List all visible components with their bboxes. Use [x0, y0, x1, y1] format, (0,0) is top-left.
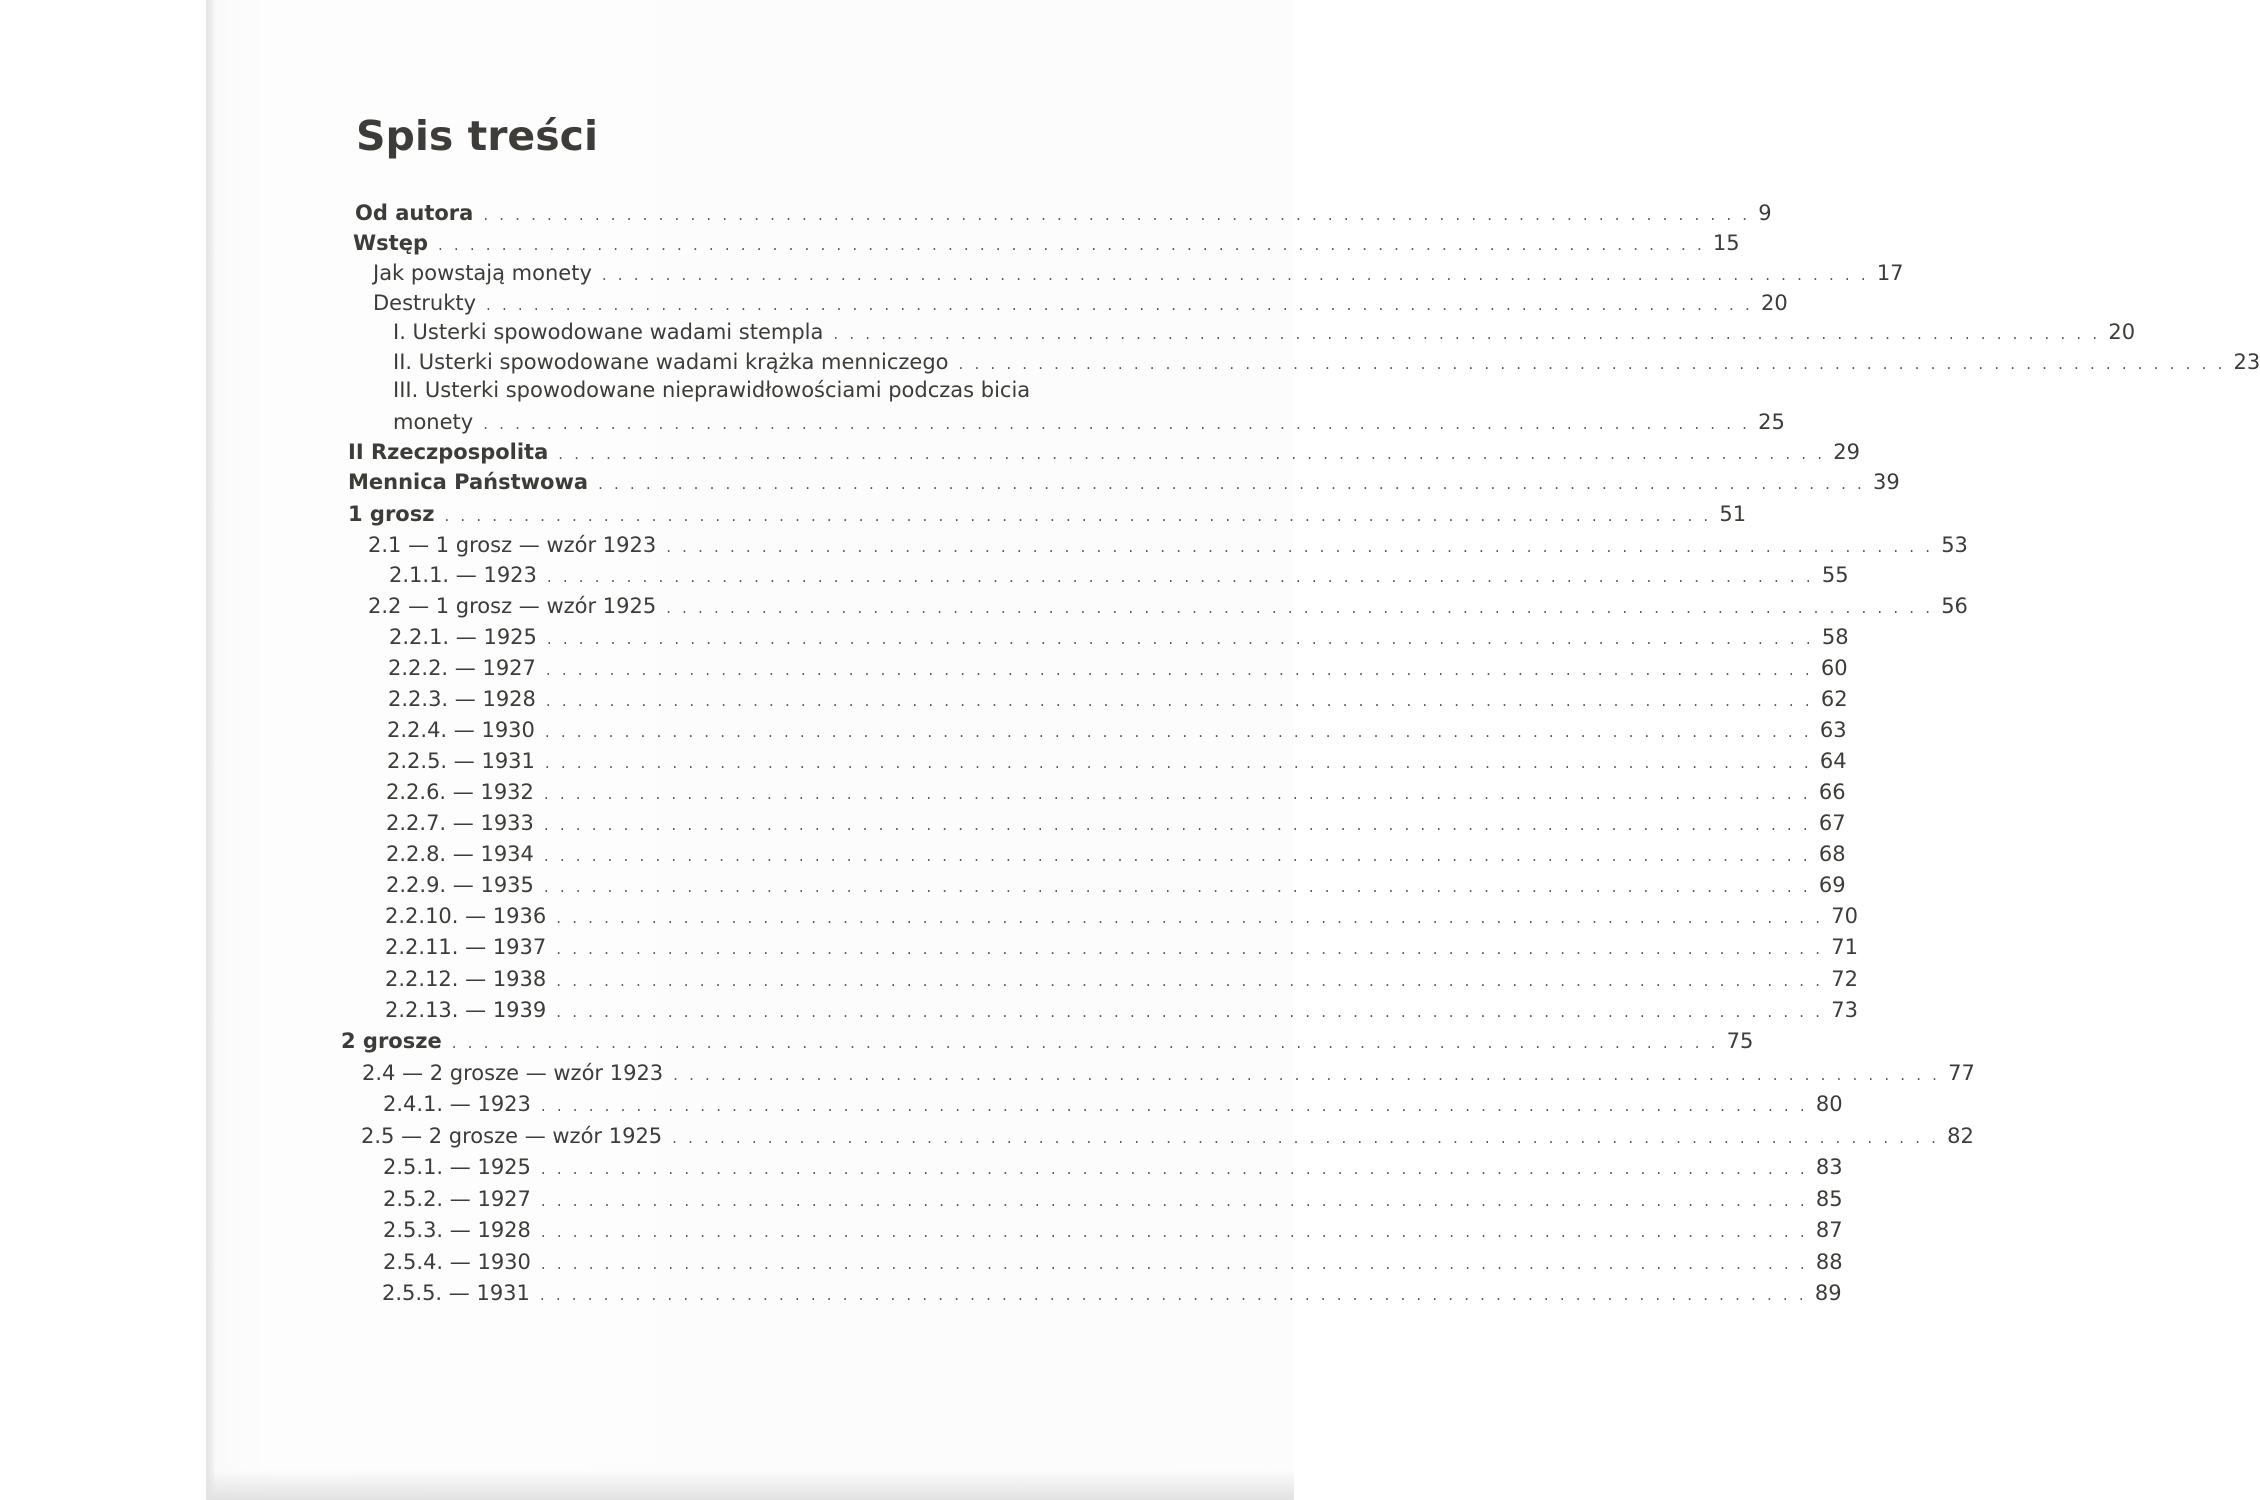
toc-entry: [355, 196, 1772, 226]
toc-entry-label: 2.1 — 1 grosz — wzór 1923: [368, 533, 657, 557]
toc-entry: [385, 993, 1858, 1023]
toc-page-number: 87: [1815, 1218, 1843, 1242]
toc-page-number: 71: [1831, 935, 1858, 959]
toc-page-number: 63: [1819, 718, 1847, 742]
dot-leader: . . . . . . . . . . . . . . . . . . . . . . . . . . . . . . . . . . . . . . . . . . . . . . . . . . . . . . . . . . . . . . . . . . . . . . . . . . . . . . . .: [540, 1192, 1808, 1210]
toc-entry: [348, 497, 1747, 527]
toc-page-number: 64: [1819, 749, 1847, 773]
toc-entry-label: 2 grosze: [341, 1029, 442, 1053]
toc-entry: [387, 744, 1847, 774]
toc-page-number: 69: [1818, 873, 1846, 897]
dot-leader: . . . . . . . . . . . . . . . . . . . . . . . . . . . . . . . . . . . . . . . . . . . . . . . . . . . . . . . . . . . . . . . . . . . . . . . . . . . . . . . .: [543, 785, 1811, 803]
toc-page-number: 53: [1941, 533, 1968, 557]
toc-entry-label: 2.5.5. — 1931: [382, 1281, 530, 1305]
toc-page-number: 9: [1758, 201, 1772, 225]
dot-leader: . . . . . . . . . . . . . . . . . . . . . . . . . . . . . . . . . . . . . . . . . . . . . . . . . . . . . . . . . . . . . . . . . . . . . . . . . . . . . . . .: [543, 847, 1811, 865]
dot-leader: . . . . . . . . . . . . . . . . . . . . . . . . . . . . . . . . . . . . . . . . . . . . . . . . . . . . . . . . . . . . . . . . . . . . . . . . . . . . . . . .: [437, 236, 1705, 254]
toc-page-number: 39: [1873, 470, 1900, 494]
toc-entry: [383, 1245, 1843, 1275]
toc-entry-label: 2.2.8. — 1934: [386, 842, 534, 866]
toc-entry-label: Jak powstają monety: [373, 261, 592, 285]
toc-page-number: 73: [1831, 998, 1858, 1022]
toc-entry: [348, 465, 1900, 495]
toc-entry-label: 1 grosz: [348, 502, 435, 526]
toc-entry-label: 2.2.1. — 1925: [389, 625, 537, 649]
dot-leader: . . . . . . . . . . . . . . . . . . . . . . . . . . . . . . . . . . . . . . . . . . . . . . . . . . . . . . . . . . . . . . . . . . . . . . . . . . . . . . . .: [543, 878, 1811, 896]
toc-entry: [386, 775, 1846, 805]
toc-page-number: 83: [1815, 1155, 1843, 1179]
dot-leader: . . . . . . . . . . . . . . . . . . . . . . . . . . . . . . . . . . . . . . . . . . . . . . . . . . . . . . . . . . . . . . . . . . . . . . . . . . . . . . . .: [539, 1286, 1807, 1304]
toc-page-number: 70: [1831, 904, 1858, 928]
toc-page-number: 15: [1712, 231, 1740, 255]
dot-leader: . . . . . . . . . . . . . . . . . . . . . . . . . . . . . . . . . . . . . . . . . . . . . . . . . . . . . . . . . . . . . . . . . . . . . . . . . . . . . . . .: [540, 1255, 1808, 1273]
dot-leader: . . . . . . . . . . . . . . . . . . . . . . . . . . . . . . . . . . . . . . . . . . . . . . . . . . . . . . . . . . . . . . . . . . . . . . . . . . . . . . . .: [545, 661, 1813, 679]
dot-leader: . . . . . . . . . . . . . . . . . . . . . . . . . . . . . . . . . . . . . . . . . . . . . . . . . . . . . . . . . . . . . . . . . . . . . . . . . . . . . . . .: [672, 1129, 1940, 1147]
toc-entry: [385, 899, 1858, 929]
toc-page-number: 66: [1818, 780, 1846, 804]
toc-page-number: 75: [1726, 1029, 1754, 1053]
dot-leader: . . . . . . . . . . . . . . . . . . . . . . . . . . . . . . . . . . . . . . . . . . . . . . . . . . . . . . . . . . . . . . . . . . . . . . . . . . . . . . . .: [673, 1066, 1941, 1084]
toc-page-number: 80: [1815, 1092, 1843, 1116]
toc-entry: [393, 315, 2136, 345]
toc-page-number: 68: [1818, 842, 1846, 866]
toc-entry: [383, 1087, 1843, 1117]
dot-leader: . . . . . . . . . . . . . . . . . . . . . . . . . . . . . . . . . . . . . . . . . . . . . . . . . . . . . . . . . . . . . . . . . . . . . . . . . . . . . . . .: [546, 630, 1814, 648]
toc-entry: [383, 1150, 1843, 1180]
toc-entry: [386, 868, 1846, 898]
toc-entry-label: 2.2.7. — 1933: [386, 811, 534, 835]
toc-page-number: 67: [1818, 811, 1846, 835]
toc-page-number: 17: [1876, 261, 1904, 285]
toc-entry: [368, 589, 1968, 619]
toc-entry: [362, 1056, 1975, 1086]
toc-page-number: 77: [1948, 1061, 1975, 1085]
toc-entry: [373, 256, 1904, 286]
toc-entry-label: III. Usterki spowodowane nieprawidłowościami podczas bicia: [393, 378, 1031, 402]
toc-entry-label: Od autora: [355, 201, 474, 225]
toc-entry: [389, 558, 1849, 588]
toc-page-number: 20: [1760, 291, 1788, 315]
toc-entry-label: 2.2.3. — 1928: [388, 687, 536, 711]
toc-entry-label: Wstęp: [353, 231, 428, 255]
dot-leader: . . . . . . . . . . . . . . . . . . . . . . . . . . . . . . . . . . . . . . . . . . . . . . . . . . . . . . . . . . . . . . . . . . . . . . . . . . . . . . . .: [601, 266, 1869, 284]
dot-leader: . . . . . . . . . . . . . . . . . . . . . . . . . . . . . . . . . . . . . . . . . . . . . . . . . . . . . . . . . . . . . . . . . . . . . . . . . . . . . . . .: [598, 475, 1865, 493]
toc-entry: [386, 806, 1846, 836]
dot-leader: . . . . . . . . . . . . . . . . . . . . . . . . . . . . . . . . . . . . . . . . . . . . . . . . . . . . . . . . . . . . . . . . . . . . . . . . . . . . . . . .: [544, 723, 1812, 741]
toc-page-number: 85: [1815, 1187, 1843, 1211]
toc-entry: [383, 1182, 1843, 1212]
toc-entry-label: II. Usterki spowodowane wadami krążka menniczego: [393, 350, 949, 374]
dot-leader: . . . . . . . . . . . . . . . . . . . . . . . . . . . . . . . . . . . . . . . . . . . . . . . . . . . . . . . . . . . . . . . . . . . . . . . . . . . . . . . .: [558, 445, 1826, 463]
dot-leader: . . . . . . . . . . . . . . . . . . . . . . . . . . . . . . . . . . . . . . . . . . . . . . . . . . . . . . . . . . . . . . . . . . . . . . . . . . . . . . . .: [540, 1097, 1808, 1115]
dot-leader: . . . . . . . . . . . . . . . . . . . . . . . . . . . . . . . . . . . . . . . . . . . . . . . . . . . . . . . . . . . . . . . . . . . . . . . . . . . . . . . .: [444, 507, 1712, 525]
toc-entry-label: Mennica Państwowa: [348, 470, 589, 494]
toc-entry-label: I. Usterki spowodowane wadami stempla: [393, 320, 824, 344]
toc-entry-label: 2.5.4. — 1930: [383, 1250, 531, 1274]
dot-leader: . . . . . . . . . . . . . . . . . . . . . . . . . . . . . . . . . . . . . . . . . . . . . . . . . . . . . . . . . . . . . . . . . . . . . . . . . . . . . . . .: [451, 1034, 1719, 1052]
dot-leader: . . . . . . . . . . . . . . . . . . . . . . . . . . . . . . . . . . . . . . . . . . . . . . . . . . . . . . . . . . . . . . . . . . . . . . . . . . . . . . . .: [483, 206, 1751, 224]
toc-page-number: 55: [1821, 563, 1849, 587]
toc-entry-label: 2.2.11. — 1937: [385, 935, 547, 959]
toc-entry: [388, 651, 1848, 681]
toc-page-number: 62: [1820, 687, 1848, 711]
toc-entry-label: 2.2.9. — 1935: [386, 873, 534, 897]
toc-page-number: 82: [1947, 1124, 1974, 1148]
dot-leader: . . . . . . . . . . . . . . . . . . . . . . . . . . . . . . . . . . . . . . . . . . . . . . . . . . . . . . . . . . . . . . . . . . . . . . . . . . . . . . . .: [546, 568, 1814, 586]
toc-entry-label: 2.2.4. — 1930: [387, 718, 535, 742]
toc-page-number: 23: [2233, 350, 2260, 374]
toc-page-number: 29: [1833, 440, 1860, 464]
dot-leader: . . . . . . . . . . . . . . . . . . . . . . . . . . . . . . . . . . . . . . . . . . . . . . . . . . . . . . . . . . . . . . . . . . . . . . . . . . . . . . . .: [666, 538, 1934, 556]
toc-page-number: 56: [1941, 594, 1968, 618]
toc-entry-label: 2.4.1. — 1923: [383, 1092, 531, 1116]
toc-entry: [383, 1213, 1843, 1243]
toc-entry-label: Destrukty: [373, 291, 477, 315]
toc-page-number: 25: [1758, 410, 1785, 434]
toc-entry-label: 2.4 — 2 grosze — wzór 1923: [362, 1061, 664, 1085]
toc-entry-label: 2.2.13. — 1939: [385, 998, 547, 1022]
toc-entry: [393, 345, 2260, 375]
dot-leader: . . . . . . . . . . . . . . . . . . . . . . . . . . . . . . . . . . . . . . . . . . . . . . . . . . . . . . . . . . . . . . . . . . . . . . . . . . . . . . . .: [958, 355, 2226, 373]
toc-entry: [353, 226, 1740, 256]
toc-entry-label: 2.1.1. — 1923: [389, 563, 537, 587]
dot-leader: . . . . . . . . . . . . . . . . . . . . . . . . . . . . . . . . . . . . . . . . . . . . . . . . . . . . . . . . . . . . . . . . . . . . . . . . . . . . . . . .: [556, 1003, 1824, 1021]
toc-page-number: 20: [2108, 320, 2136, 344]
page-title: Spis treści: [356, 112, 598, 160]
toc-entry-label: monety: [393, 410, 474, 434]
toc-entry-label: 2.2.5. — 1931: [387, 749, 535, 773]
toc-entry: [341, 1024, 1754, 1054]
toc-page-number: 88: [1815, 1250, 1843, 1274]
toc-entry-label: 2.5.1. — 1925: [383, 1155, 531, 1179]
toc-page-number: 72: [1831, 967, 1858, 991]
toc-entry: [389, 620, 1849, 650]
dot-leader: . . . . . . . . . . . . . . . . . . . . . . . . . . . . . . . . . . . . . . . . . . . . . . . . . . . . . . . . . . . . . . . . . . . . . . . . . . . . . . . .: [833, 325, 2101, 343]
dot-leader: . . . . . . . . . . . . . . . . . . . . . . . . . . . . . . . . . . . . . . . . . . . . . . . . . . . . . . . . . . . . . . . . . . . . . . . . . . . . . . . .: [556, 940, 1824, 958]
toc-entry-label: 2.2.2. — 1927: [388, 656, 536, 680]
dot-leader: . . . . . . . . . . . . . . . . . . . . . . . . . . . . . . . . . . . . . . . . . . . . . . . . . . . . . . . . . . . . . . . . . . . . . . . . . . . . . . . .: [545, 692, 1813, 710]
toc-page-number: 89: [1814, 1281, 1842, 1305]
dot-leader: . . . . . . . . . . . . . . . . . . . . . . . . . . . . . . . . . . . . . . . . . . . . . . . . . . . . . . . . . . . . . . . . . . . . . . . . . . . . . . . .: [544, 754, 1812, 772]
toc-entry-label: 2.2.10. — 1936: [385, 904, 547, 928]
dot-leader: . . . . . . . . . . . . . . . . . . . . . . . . . . . . . . . . . . . . . . . . . . . . . . . . . . . . . . . . . . . . . . . . . . . . . . . . . . . . . . . .: [540, 1223, 1808, 1241]
dot-leader: . . . . . . . . . . . . . . . . . . . . . . . . . . . . . . . . . . . . . . . . . . . . . . . . . . . . . . . . . . . . . . . . . . . . . . . . . . . . . . . .: [540, 1160, 1808, 1178]
dot-leader: . . . . . . . . . . . . . . . . . . . . . . . . . . . . . . . . . . . . . . . . . . . . . . . . . . . . . . . . . . . . . . . . . . . . . . . . . . . . . . . .: [556, 909, 1824, 927]
toc-entry-label: 2.2 — 1 grosz — wzór 1925: [368, 594, 657, 618]
dot-leader: . . . . . . . . . . . . . . . . . . . . . . . . . . . . . . . . . . . . . . . . . . . . . . . . . . . . . . . . . . . . . . . . . . . . . . . . . . . . . . . .: [483, 415, 1751, 433]
toc-entry-label: 2.5.2. — 1927: [383, 1187, 531, 1211]
dot-leader: . . . . . . . . . . . . . . . . . . . . . . . . . . . . . . . . . . . . . . . . . . . . . . . . . . . . . . . . . . . . . . . . . . . . . . . . . . . . . . . .: [666, 599, 1934, 617]
toc-entry: [368, 528, 1968, 558]
toc-entry: [385, 962, 1858, 992]
toc-entry: [386, 837, 1846, 867]
toc-page-number: 58: [1821, 625, 1849, 649]
toc-entry-label: 2.2.12. — 1938: [385, 967, 547, 991]
toc-entry-label: 2.5.3. — 1928: [383, 1218, 531, 1242]
dot-leader: . . . . . . . . . . . . . . . . . . . . . . . . . . . . . . . . . . . . . . . . . . . . . . . . . . . . . . . . . . . . . . . . . . . . . . . . . . . . . . . .: [543, 816, 1811, 834]
toc-entry: [382, 1276, 1842, 1306]
toc-page-number: 51: [1719, 502, 1747, 526]
toc-entry: [393, 405, 1785, 435]
dot-leader: . . . . . . . . . . . . . . . . . . . . . . . . . . . . . . . . . . . . . . . . . . . . . . . . . . . . . . . . . . . . . . . . . . . . . . . . . . . . . . . .: [556, 972, 1824, 990]
toc-entry: [387, 713, 1847, 743]
toc-entry: [348, 435, 1860, 465]
dot-leader: . . . . . . . . . . . . . . . . . . . . . . . . . . . . . . . . . . . . . . . . . . . . . . . . . . . . . . . . . . . . . . . . . . . . . . . . . . . . . . . .: [486, 296, 1753, 314]
toc-entry-label: II Rzeczpospolita: [348, 440, 549, 464]
toc-entry: [361, 1119, 1974, 1149]
toc-page-number: 60: [1820, 656, 1848, 680]
toc-entry: [388, 682, 1848, 712]
toc-entry-label: 2.2.6. — 1932: [386, 780, 534, 804]
toc-entry: [373, 286, 1788, 316]
toc-entry-label: 2.5 — 2 grosze — wzór 1925: [361, 1124, 663, 1148]
toc-entry: [385, 930, 1858, 960]
